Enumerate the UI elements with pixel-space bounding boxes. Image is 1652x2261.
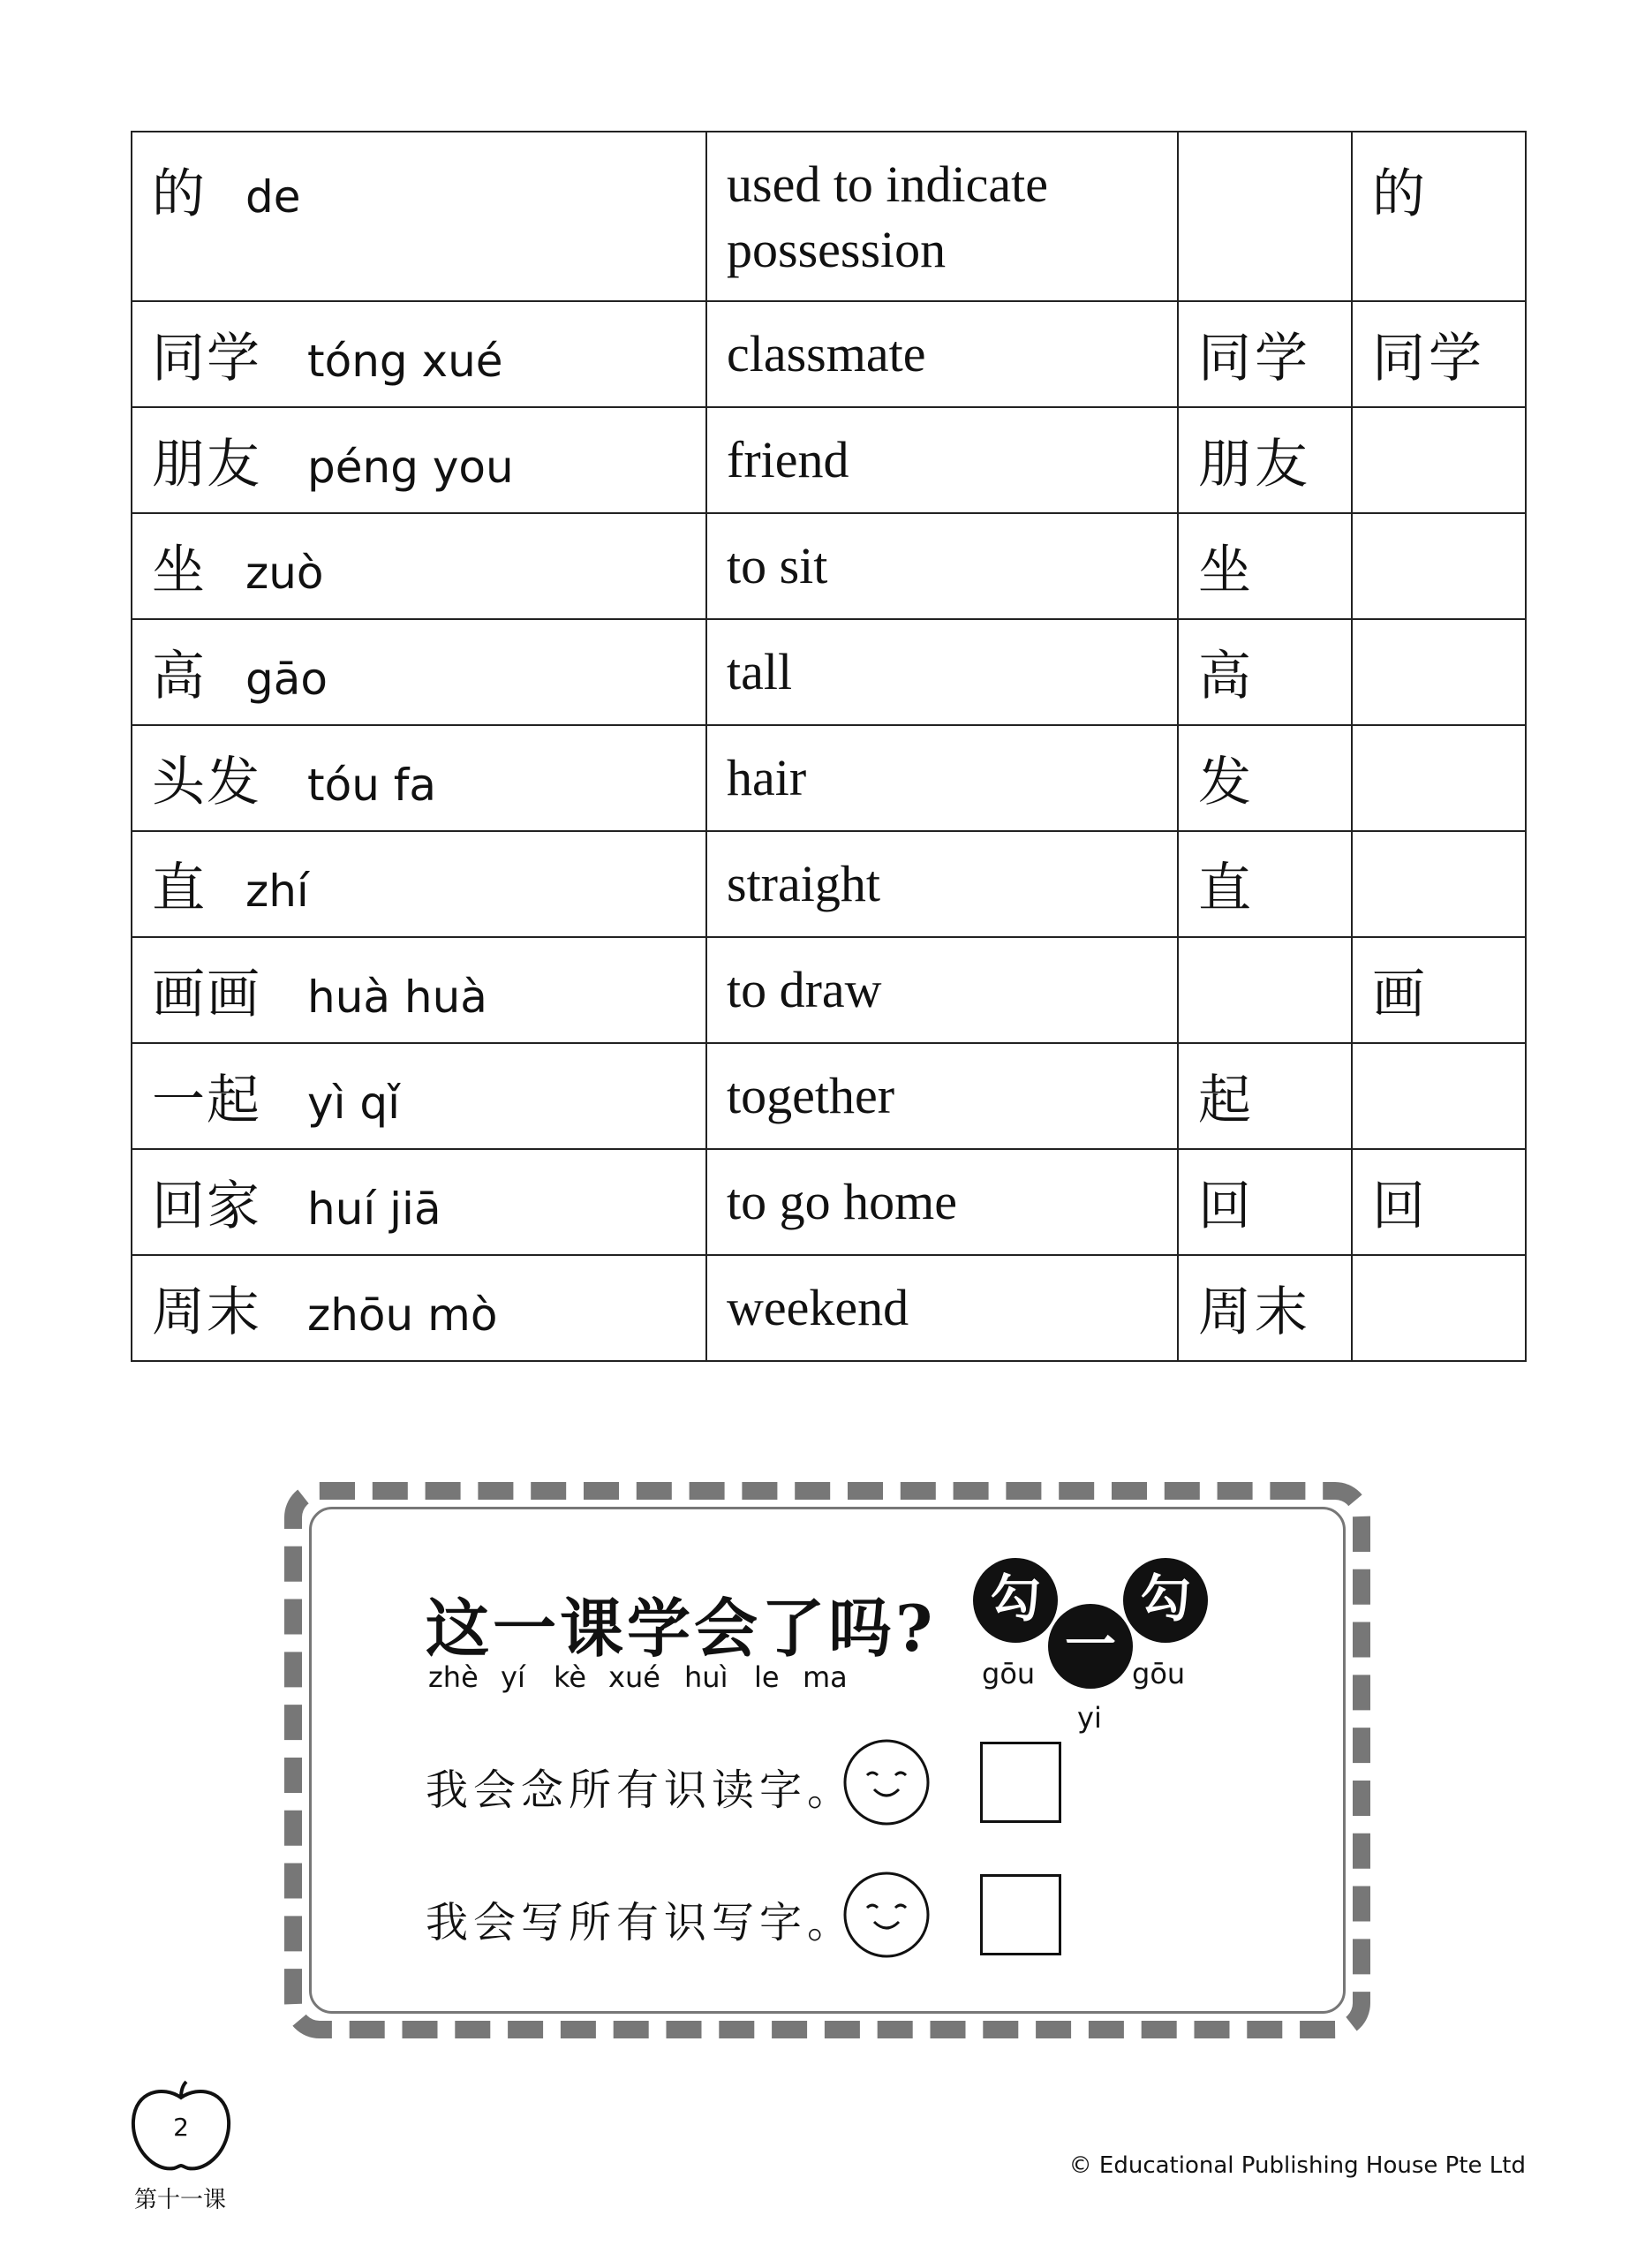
yi-badge: 一 bbox=[1048, 1604, 1133, 1689]
word-pinyin: zhí bbox=[245, 866, 309, 917]
word-pinyin: huà huà bbox=[307, 972, 487, 1023]
gou-badge: 勾 bbox=[973, 1558, 1058, 1643]
vocab-row bbox=[132, 1149, 1526, 1255]
checklist-item-write: 我会写所有识写字。 bbox=[426, 1898, 856, 1947]
word-pinyin: gāo bbox=[245, 654, 328, 705]
vocab-row bbox=[132, 831, 1526, 937]
write-character bbox=[1352, 725, 1526, 831]
word-meaning: tall bbox=[706, 619, 1178, 725]
word-cell bbox=[132, 1149, 706, 1255]
word-meaning: straight bbox=[706, 831, 1178, 937]
vocab-row bbox=[132, 407, 1526, 513]
word-hanzi: 同学 bbox=[152, 328, 261, 389]
word-pinyin: tóng xué bbox=[307, 336, 503, 387]
word-hanzi: 高 bbox=[152, 646, 207, 707]
word-cell bbox=[132, 1255, 706, 1361]
word-meaning: to sit bbox=[706, 513, 1178, 619]
word-meaning: friend bbox=[706, 407, 1178, 513]
vocab-row bbox=[132, 937, 1526, 1043]
word-meaning: to go home bbox=[706, 1149, 1178, 1255]
word-hanzi: 坐 bbox=[152, 540, 207, 601]
vocab-row bbox=[132, 132, 1526, 301]
word-pinyin: huí jiā bbox=[307, 1183, 441, 1235]
title-pinyin: kè bbox=[554, 1660, 587, 1694]
word-meaning: classmate bbox=[706, 301, 1178, 407]
word-pinyin: yì qǐ bbox=[307, 1078, 401, 1129]
recognise-character: 回 bbox=[1178, 1149, 1352, 1255]
vocab-row bbox=[132, 1255, 1526, 1361]
vocab-row bbox=[132, 301, 1526, 407]
word-meaning: weekend bbox=[706, 1255, 1178, 1361]
title-pinyin: yí bbox=[501, 1660, 525, 1694]
gou-badge: 勾 bbox=[1123, 1558, 1208, 1643]
vocab-row bbox=[132, 513, 1526, 619]
word-hanzi: 的 bbox=[152, 163, 207, 225]
write-character bbox=[1352, 619, 1526, 725]
badge-pinyin: gōu bbox=[1132, 1657, 1186, 1690]
recognise-character: 高 bbox=[1178, 619, 1352, 725]
vocab-row bbox=[132, 619, 1526, 725]
recognise-character: 同学 bbox=[1178, 301, 1352, 407]
word-cell bbox=[132, 1043, 706, 1149]
recognise-character: 直 bbox=[1178, 831, 1352, 937]
word-meaning: together bbox=[706, 1043, 1178, 1149]
recognise-character: 周末 bbox=[1178, 1255, 1352, 1361]
word-cell bbox=[132, 513, 706, 619]
checklist-title: 这一课学会了吗? bbox=[426, 1591, 937, 1666]
write-character: 同学 bbox=[1352, 301, 1526, 407]
write-character bbox=[1352, 1043, 1526, 1149]
word-pinyin: tóu fa bbox=[307, 760, 437, 811]
word-cell bbox=[132, 407, 706, 513]
lesson-label: 第十一课 bbox=[134, 2187, 227, 2213]
badge-pinyin: yi bbox=[1077, 1701, 1102, 1735]
read-checkbox[interactable] bbox=[980, 1742, 1061, 1823]
word-cell bbox=[132, 725, 706, 831]
vocab-row bbox=[132, 725, 1526, 831]
word-cell bbox=[132, 619, 706, 725]
word-cell bbox=[132, 937, 706, 1043]
word-pinyin: zhōu mò bbox=[307, 1289, 498, 1341]
write-character bbox=[1352, 513, 1526, 619]
title-pinyin: le bbox=[754, 1660, 780, 1694]
word-cell bbox=[132, 831, 706, 937]
write-character bbox=[1352, 1255, 1526, 1361]
write-character: 画 bbox=[1352, 937, 1526, 1043]
copyright-notice: © Educational Publishing House Pte Ltd bbox=[1068, 2152, 1526, 2179]
write-character bbox=[1352, 407, 1526, 513]
recognise-character: 起 bbox=[1178, 1043, 1352, 1149]
write-character: 的 bbox=[1352, 132, 1526, 301]
recognise-character: 发 bbox=[1178, 725, 1352, 831]
word-meaning: to draw bbox=[706, 937, 1178, 1043]
lesson-checklist-panel bbox=[284, 1482, 1370, 2038]
word-pinyin: zuò bbox=[245, 548, 324, 599]
title-pinyin: huì bbox=[684, 1660, 728, 1694]
word-pinyin: de bbox=[245, 171, 301, 223]
recognise-character: 坐 bbox=[1178, 513, 1352, 619]
recognise-character bbox=[1178, 937, 1352, 1043]
title-pinyin: ma bbox=[803, 1660, 848, 1694]
page-number: 2 bbox=[173, 2113, 189, 2142]
word-meaning: hair bbox=[706, 725, 1178, 831]
word-hanzi: 一起 bbox=[152, 1070, 261, 1131]
write-character: 回 bbox=[1352, 1149, 1526, 1255]
checklist-item-read: 我会念所有识读字。 bbox=[426, 1766, 856, 1815]
word-cell bbox=[132, 301, 706, 407]
word-pinyin: péng you bbox=[307, 442, 514, 493]
title-pinyin: zhè bbox=[428, 1660, 479, 1694]
word-meaning: used to indicate possession bbox=[706, 132, 1178, 301]
recognise-character bbox=[1178, 132, 1352, 301]
word-hanzi: 头发 bbox=[152, 752, 261, 813]
word-hanzi: 画画 bbox=[152, 964, 261, 1025]
title-pinyin: xué bbox=[608, 1660, 660, 1694]
write-character bbox=[1352, 831, 1526, 937]
write-checkbox[interactable] bbox=[980, 1874, 1061, 1955]
word-hanzi: 周末 bbox=[152, 1282, 261, 1343]
vocabulary-table bbox=[131, 131, 1527, 1362]
word-cell bbox=[132, 132, 706, 301]
word-hanzi: 直 bbox=[152, 858, 207, 919]
recognise-character: 朋友 bbox=[1178, 407, 1352, 513]
badge-pinyin: gōu bbox=[982, 1657, 1036, 1690]
smiley-face-icon bbox=[842, 1738, 931, 1826]
smiley-face-icon bbox=[842, 1871, 931, 1959]
vocab-row bbox=[132, 1043, 1526, 1149]
word-hanzi: 朋友 bbox=[152, 434, 261, 495]
word-hanzi: 回家 bbox=[152, 1176, 261, 1237]
